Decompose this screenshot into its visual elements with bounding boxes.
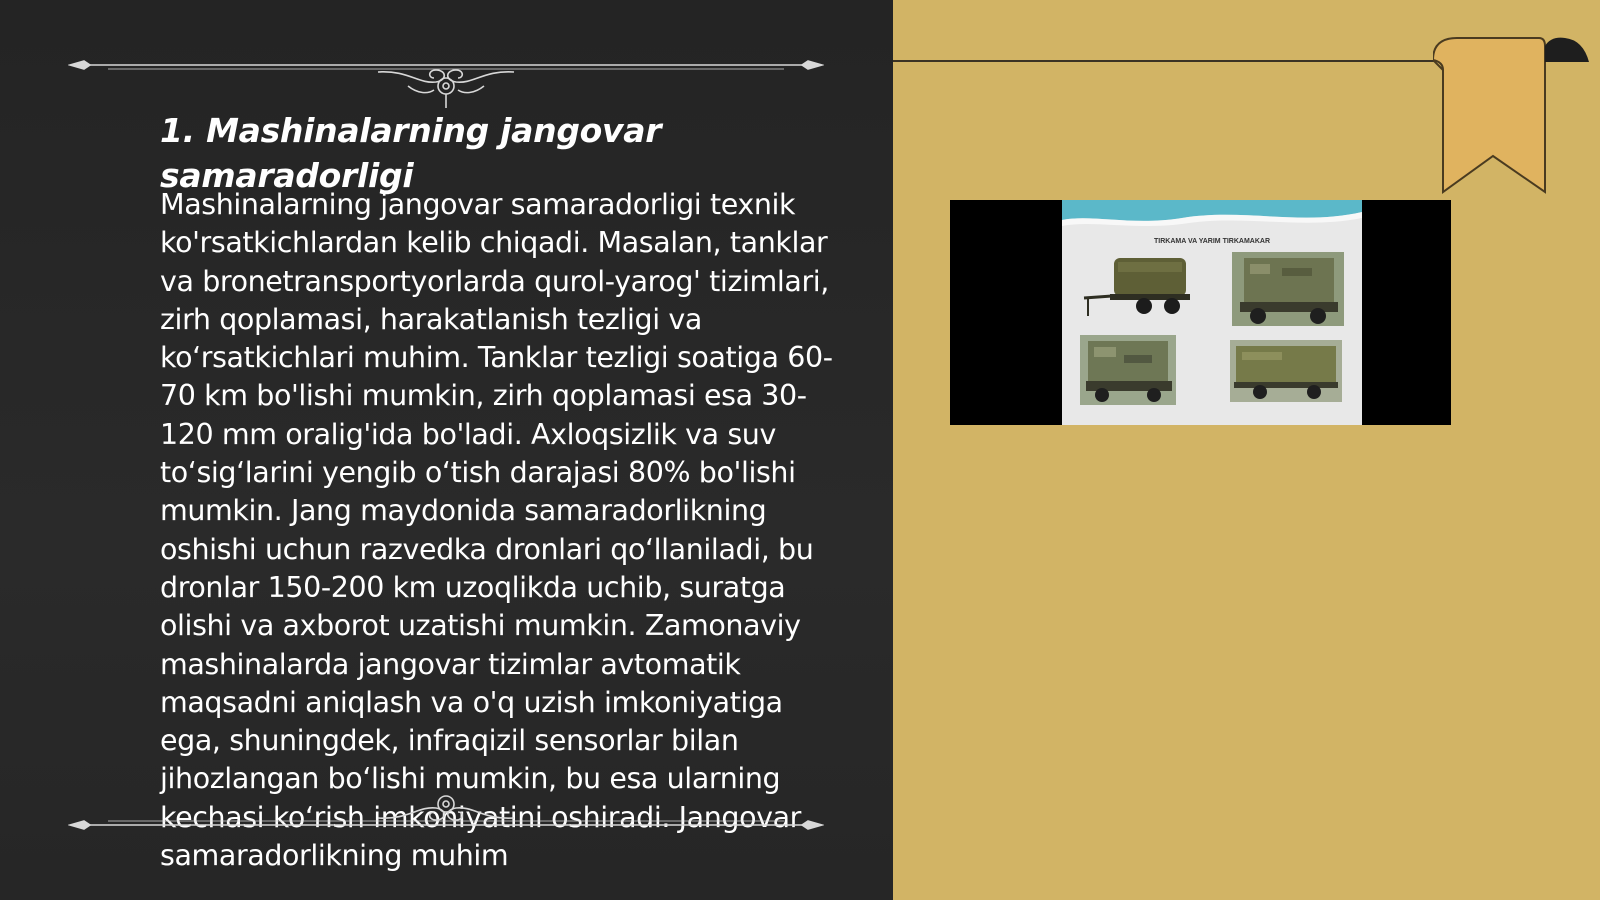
vehicle-photo [950,200,1451,425]
photo-slide [1062,200,1362,425]
trailer-image [1082,250,1192,322]
slide-title: 1. Mashinalarning jangovar samaradorligi [160,111,662,195]
divider-line [893,60,1453,62]
truck-image [1080,335,1176,405]
truck-image [1232,252,1344,326]
trailer-image [1230,340,1342,402]
slide-body-text: Mashinalarning jangovar samaradorligi texnik ko'rsatkichlardan kelib chiqadi. Masalan, tanklar va bronetransportyorlarda qurol-yarog' tizimlari, zirh qoplamasi, harakatlanish tezligi va ko‘rsatkichlari muhim. Tanklar tezligi soatiga 60-70 km bo'lishi mumkin, zirh qoplamasi esa 30-120 mm oralig'ida bo'ladi. Axloqsizlik va suv to‘sig‘larini yengib o‘tish darajasi 80% bo'lishi mumkin. Jang maydonida samaradorlikning oshishi uchun razvedka dronlari qo‘llaniladi, bu dronlar 150-200 km uzoqlikda uchib, suratga olishi va axborot uzatishi mumkin. Zamonaviy mashinalarda jangovar tizimlar avtomatik maqsadni aniqlash va o'q uzish imkoniyatiga ega, shuningdek, infraqizil sensorlar bilan jihozlangan bo‘lishi mumkin, bu esa ularning kechasi ko‘rish imkoniyatini oshiradi. Jangovar samaradorlikning muhim [160,188,833,873]
scroll-divider-icon [68,50,824,110]
image-panel [893,0,1600,900]
ribbon-bookmark-icon [1433,36,1593,196]
photo-caption: TIRKAMA VA YARIM TIRKAMAKAR [1153,238,1271,245]
wave-banner [1062,200,1362,230]
scroll-divider-icon [68,788,824,848]
